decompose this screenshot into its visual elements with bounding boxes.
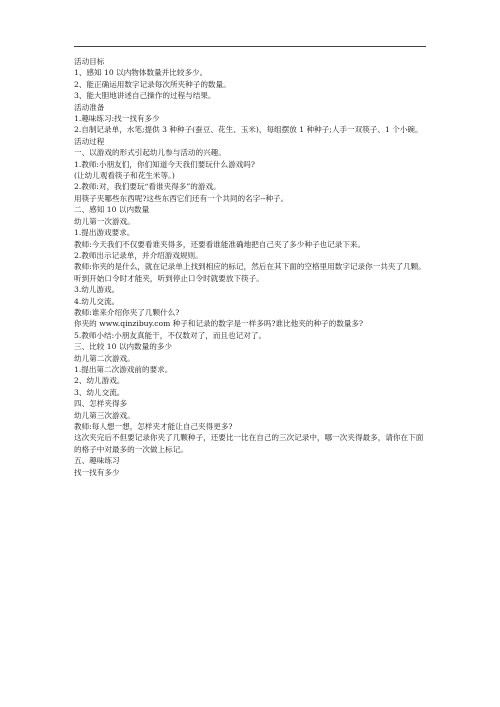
text-line: 1.趣味练习:找一找有多少: [74, 114, 160, 124]
text-line: 5.教师小结:小朋友真能干，不仅数对了，而且也记对了。: [74, 330, 267, 340]
text-line: 1.提出第二次游戏前的要求。: [74, 364, 173, 374]
text-line: 教师:每人想一想，怎样夹才能让自己夹得更多?: [74, 422, 233, 431]
text-line: 一、以游戏的形式引起幼儿参与活动的兴趣。: [74, 148, 226, 158]
text-line: 幼儿第三次游戏。: [74, 410, 135, 420]
text-line: 二、感知 10 以内数量: [74, 205, 150, 215]
text-line: 四、怎样夹得多: [74, 399, 128, 409]
section-heading-preparation: 活动准备: [74, 102, 105, 112]
text-line: 2.教师出示记录单，并介绍游戏规则。: [74, 250, 203, 260]
text-line: 2、能正确运用数字记录每次所夹种子的数量。: [74, 79, 231, 89]
document-body: [74, 56, 430, 478]
text-line: 1、感知 10 以内物体数量并比较多少。: [74, 68, 208, 78]
text-line: 2.教师:对，我们要玩“看谁夹得多”的游戏。: [74, 182, 221, 192]
text-line: 3.幼儿游戏。: [74, 285, 120, 295]
text-line: 听到开始口令时才能夹，听到停止口令时就要放下筷子。: [74, 273, 264, 283]
text-line: 1.教师:小朋友们，你们知道今天我们要玩什么游戏吗?: [74, 159, 255, 169]
text-line: 1.提出游戏要求。: [74, 228, 135, 238]
text-line: 这次夹完后不但要记录你夹了几颗种子，还要比一比在自己的三次记录中，哪一次夹得最多，请你在下面的格子中对最多的一次做上标记。: [74, 433, 424, 454]
text-line: 五、趣味练习: [74, 456, 120, 466]
text-line: 找一找有多少: [74, 467, 120, 477]
header-rule: [74, 46, 426, 47]
section-heading-process: 活动过程: [74, 136, 105, 146]
section-heading-goals: 活动目标: [74, 57, 105, 66]
text-line: 2、幼儿游戏。: [74, 376, 125, 386]
text-line: 教师:今天我们不仅要看谁夹得多，还要看谁能准确地把自己夹了多少种子也记录下来。: [74, 239, 366, 249]
text-line: 教师:你夹的是什么，就在记录单上找到相应的标记，然后在其下面的空格里用数字记录你一共夹了几颗。: [74, 262, 426, 272]
text-line: 你夹的 www.qinzibuy.com 种子和记录的数字是一样多吗?谁比他夹的种子的数量多?: [74, 319, 364, 329]
text-line: 幼儿第一次游戏。: [74, 216, 135, 226]
text-line: 3、幼儿交流。: [74, 387, 125, 397]
text-line: 用筷子夹哪些东西呢?这些东西它们还有一个共同的名字--种子。: [74, 193, 289, 203]
text-line: 2.自制记录单，水笔;提供 3 种种子(蚕豆、花生、玉米)，每组摆放 1 种种子;人手一双筷子、1 个小碗。: [74, 125, 423, 135]
text-line: 三、比较 10 以内数量的多少: [74, 342, 173, 352]
text-line: (让幼儿观看筷子和花生米等。): [74, 171, 175, 181]
text-line: 教师:谁来介绍你夹了几颗什么?: [74, 307, 180, 317]
text-line: 3、能大胆地讲述自己操作的过程与结果。: [74, 91, 216, 101]
text-line: 4.幼儿交流。: [74, 296, 120, 306]
text-line: 幼儿第二次游戏。: [74, 353, 135, 363]
